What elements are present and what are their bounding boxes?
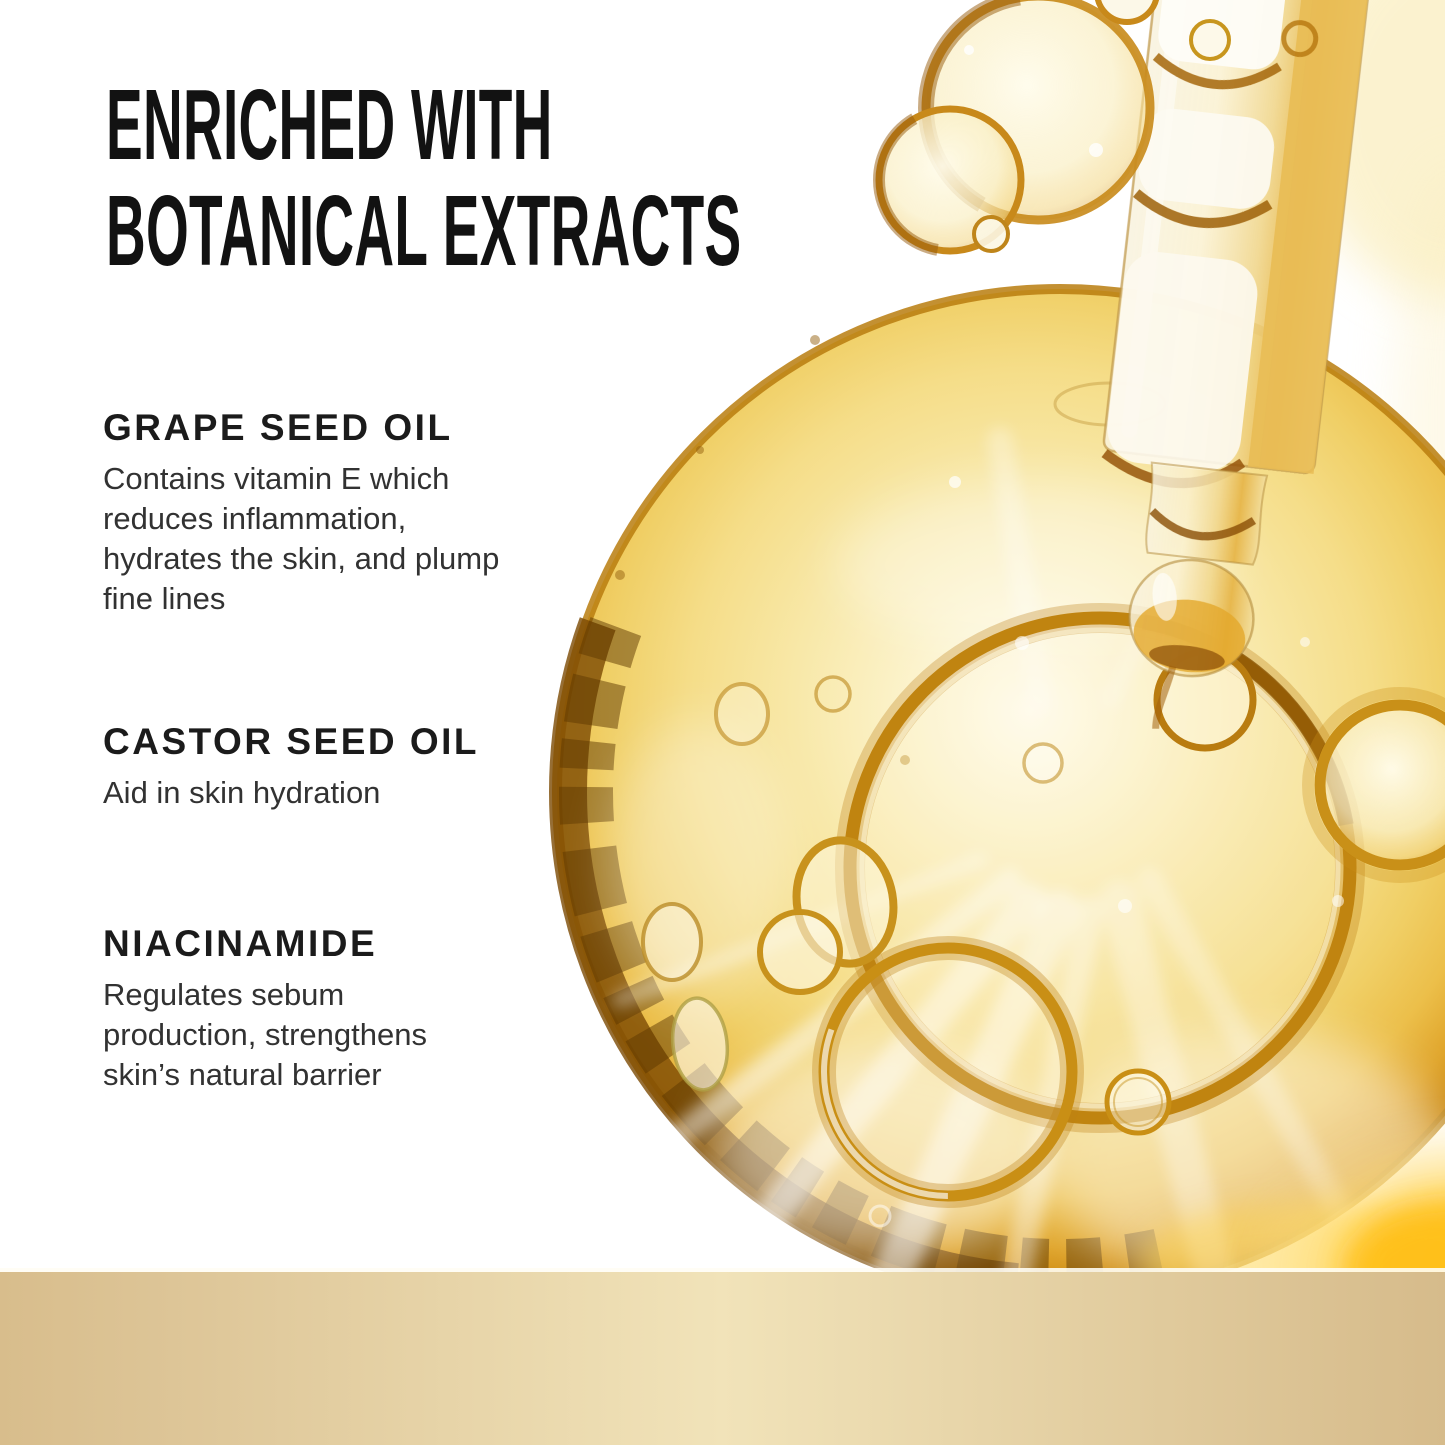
inner-bubble-medium xyxy=(824,948,1072,1196)
footer-gold-bar xyxy=(0,1268,1445,1445)
ingredient-heading: CASTOR SEED OIL xyxy=(103,721,480,762)
ingredient-heading: NIACINAMIDE xyxy=(103,923,378,964)
right-edge-bubble xyxy=(1308,693,1445,877)
page-title-line1: ENRICHED WITH xyxy=(106,69,553,181)
page-title-line2: BOTANICAL EXTRACTS xyxy=(106,175,742,287)
inner-bubble-small xyxy=(1107,1071,1169,1133)
ingredient-description: Aid in skin hydration xyxy=(103,775,381,810)
ingredient-description: Regulates sebum production, strengthens skin’s natural barrier xyxy=(103,977,427,1092)
ingredient-heading: GRAPE SEED OIL xyxy=(103,407,453,448)
ingredient-description: Contains vitamin E which reduces inflammation, hydrates the skin, and plump fine lines xyxy=(103,461,500,616)
